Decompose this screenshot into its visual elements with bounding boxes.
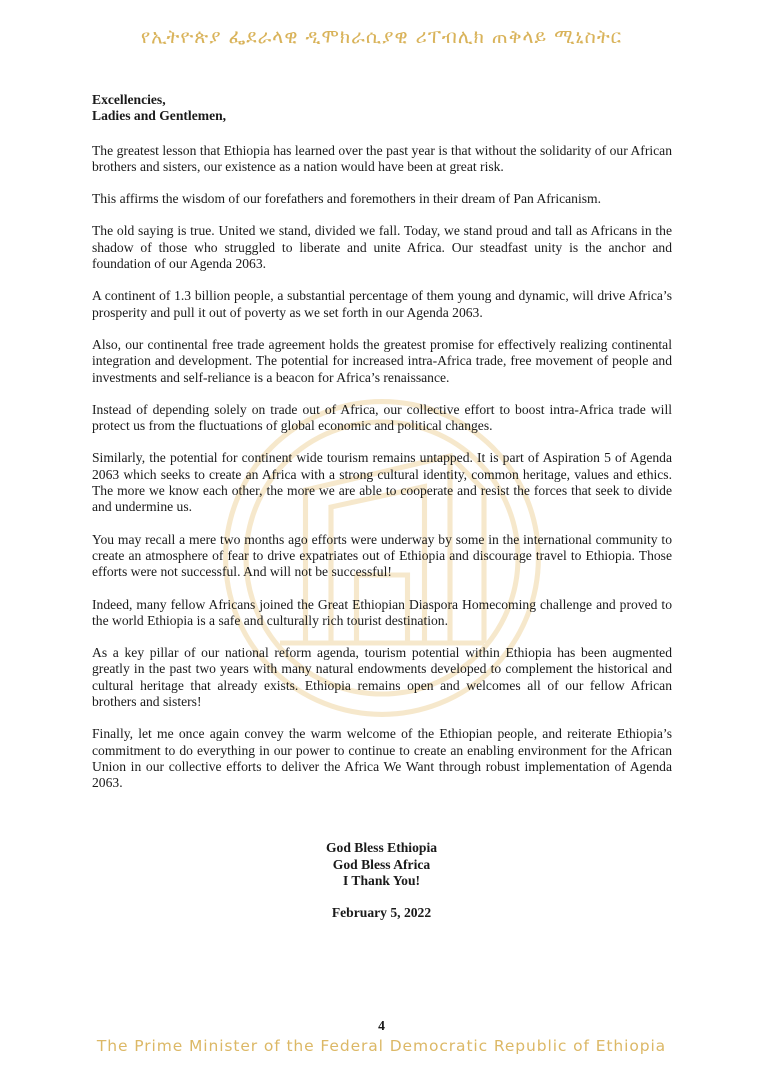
paragraph: The greatest lesson that Ethiopia has learned over the past year is that without the solidarity of our African brothers and sisters, our existence as a nation would have been at great risk. [92, 142, 672, 174]
paragraph: As a key pillar of our national reform agenda, tourism potential within Ethiopia has been augmented greatly in the past two years with many natural endowments developed to complement the historical and cultural heritage that already exists. Ethiopia remains open and welcomes all of our fellow African brothers and sisters! [92, 645, 672, 710]
paragraph: Finally, let me once again convey the warm welcome of the Ethiopian people, and reiterate Ethiopia’s commitment to do everything in our power to continue to create an enabling environment for the African Union in our collective efforts to deliver the Africa We Want through robust implementation of Agenda 2063. [92, 726, 672, 791]
paragraph: Indeed, many fellow Africans joined the Great Ethiopian Diaspora Homecoming challenge and proved to the world Ethiopia is a safe and culturally rich tourist destination. [92, 596, 672, 628]
letter-body [92, 92, 672, 808]
paragraph: Similarly, the potential for continent wide tourism remains untapped. It is part of Aspiration 5 of Agenda 2063 which seeks to create an Africa with a strong cultural identity, common heritage, values and ethics. The more we know each other, the more we are able to cooperate and resist the forces that seek to divide and undermine us. [92, 450, 672, 515]
salutation-line: Excellencies, [92, 92, 166, 107]
closing-line: God Bless Ethiopia [325, 840, 438, 855]
paragraph: The old saying is true. United we stand, divided we fall. Today, we stand proud and tall as Africans in the shadow of those who struggled to liberate and unite Africa. Our steadfast unity is the anchor and foundation of our Agenda 2063. [92, 223, 672, 272]
salutation [92, 92, 672, 125]
closing-line: God Bless Africa [332, 856, 431, 872]
closing-line: I Thank You! [342, 873, 421, 888]
paragraph: Also, our continental free trade agreement holds the greatest promise for effectively realizing continental integration and development. The potential for increased intra-Africa trade, free movement of people and investments and self-reliance is a beacon for Africa’s renaissance. [92, 336, 672, 385]
page-number: 4 [378, 1018, 385, 1033]
paragraph: A continent of 1.3 billion people, a substantial percentage of them young and dynamic, will drive Africa’s prosperity and pull it out of poverty as we set forth in our Agenda 2063. [92, 288, 672, 320]
closing-block [0, 840, 763, 890]
letter-date: February 5, 2022 [331, 905, 432, 920]
letterhead-amharic-title: የኢትዮጵያ ፌደራላዊ ዲሞክራሲያዊ ሪፐብሊክ ጠቅላይ ሚኒስትር [140, 26, 623, 48]
salutation-line: Ladies and Gentlemen, [92, 108, 227, 124]
letterhead-english-footer: The Prime Minister of the Federal Democratic Republic of Ethiopia [96, 1037, 667, 1055]
paragraph: You may recall a mere two months ago efforts were underway by some in the international community to create an atmosphere of fear to drive expatriates out of Ethiopia and discourage travel to Ethiopia. Those efforts were not successful. And will not be successful! [92, 531, 672, 580]
paragraph: Instead of depending solely on trade out of Africa, our collective effort to boost intra-Africa trade will protect us from the fluctuations of global economic and political changes. [92, 401, 672, 434]
paragraph: This affirms the wisdom of our forefathers and foremothers in their dream of Pan Africanism. [92, 191, 601, 207]
